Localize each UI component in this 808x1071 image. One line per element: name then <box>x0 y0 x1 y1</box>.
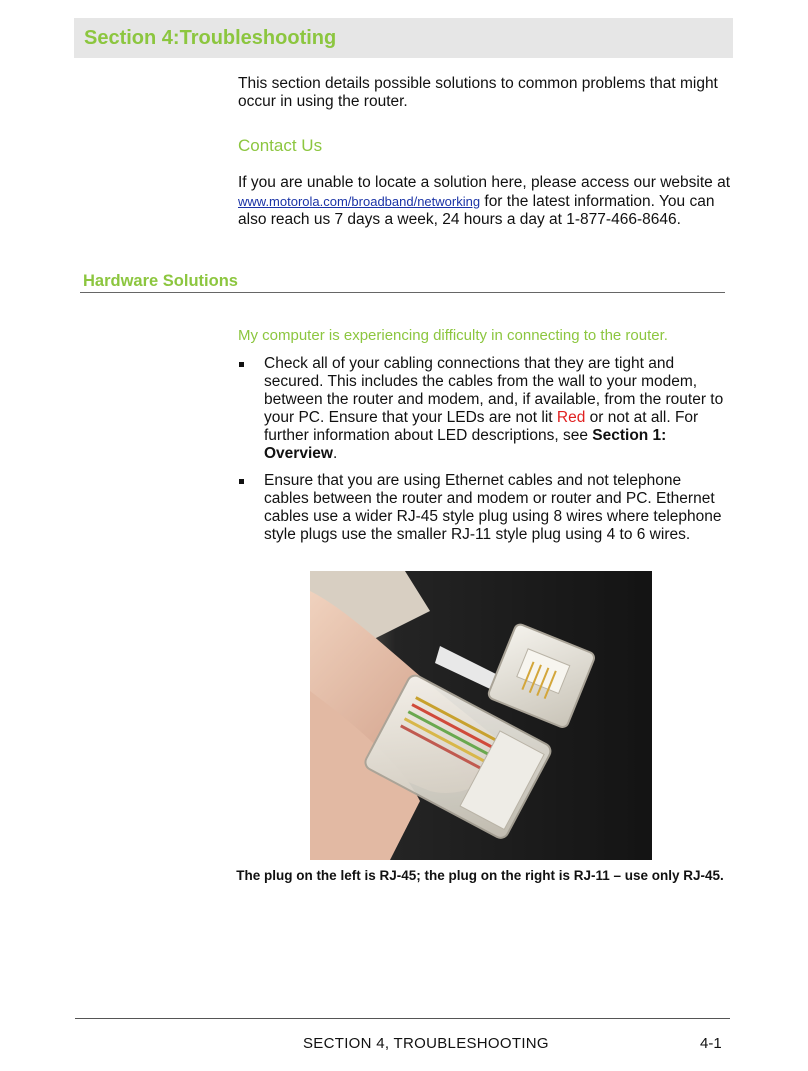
list-item <box>238 472 728 544</box>
bullet2-text: Ensure that you are using Ethernet cables and not telephone cables between the router and modem or router and PC. Ethernet cables use a wider RJ-45 style plug using 8 wires where telephone style plugs use the smaller RJ-11 style plug using 4 to 6 wires. <box>264 472 722 543</box>
red-led-word: Red <box>556 409 586 426</box>
list-item <box>238 355 728 463</box>
page-number: 4-1 <box>700 1035 722 1052</box>
bullet1-text-3: . <box>332 445 338 462</box>
figure-caption: The plug on the left is RJ-45; the plug on the right is RJ-11 – use only RJ-45. <box>236 868 724 883</box>
cable-plugs-illustration <box>310 571 652 860</box>
bullet1-text-1: Check all of your cabling connections that they are tight and secured. This includes the cables from the wall to your modem, between the router and modem, and, if available, from the router to your PC. Ensure that your LEDs are not lit <box>264 355 724 426</box>
intro-paragraph: This section details possible solutions to common problems that might occur in using the router. <box>238 75 718 110</box>
footer-section-label: SECTION 4, TROUBLESHOOTING <box>303 1035 549 1052</box>
footer-divider <box>75 1018 730 1019</box>
bullet1-text-2: or not at all. For further information about LED descriptions, see <box>264 409 699 444</box>
contact-text-after: for the latest information. You can also reach us 7 days a week, 24 hours a day at 1-877-466-8646. <box>238 192 715 228</box>
section-reference: Section 1: Overview <box>264 427 667 462</box>
cable-plugs-photo <box>310 571 652 860</box>
contact-heading: Contact Us <box>238 136 323 155</box>
section-header-bar <box>74 18 733 58</box>
problem-statement: My computer is experiencing difficulty in connecting to the router. <box>238 327 668 344</box>
section-title: Section 4:Troubleshooting <box>84 27 337 49</box>
bullet-marker <box>239 362 244 367</box>
bullet-marker <box>239 479 244 484</box>
contact-text-before: If you are unable to locate a solution here, please access our website at <box>238 174 730 191</box>
solution-list <box>238 355 728 553</box>
contact-paragraph <box>238 174 733 230</box>
website-link[interactable]: www.motorola.com/broadband/networking <box>238 193 481 209</box>
hardware-heading: Hardware Solutions <box>83 272 238 290</box>
heading-divider <box>80 292 725 293</box>
